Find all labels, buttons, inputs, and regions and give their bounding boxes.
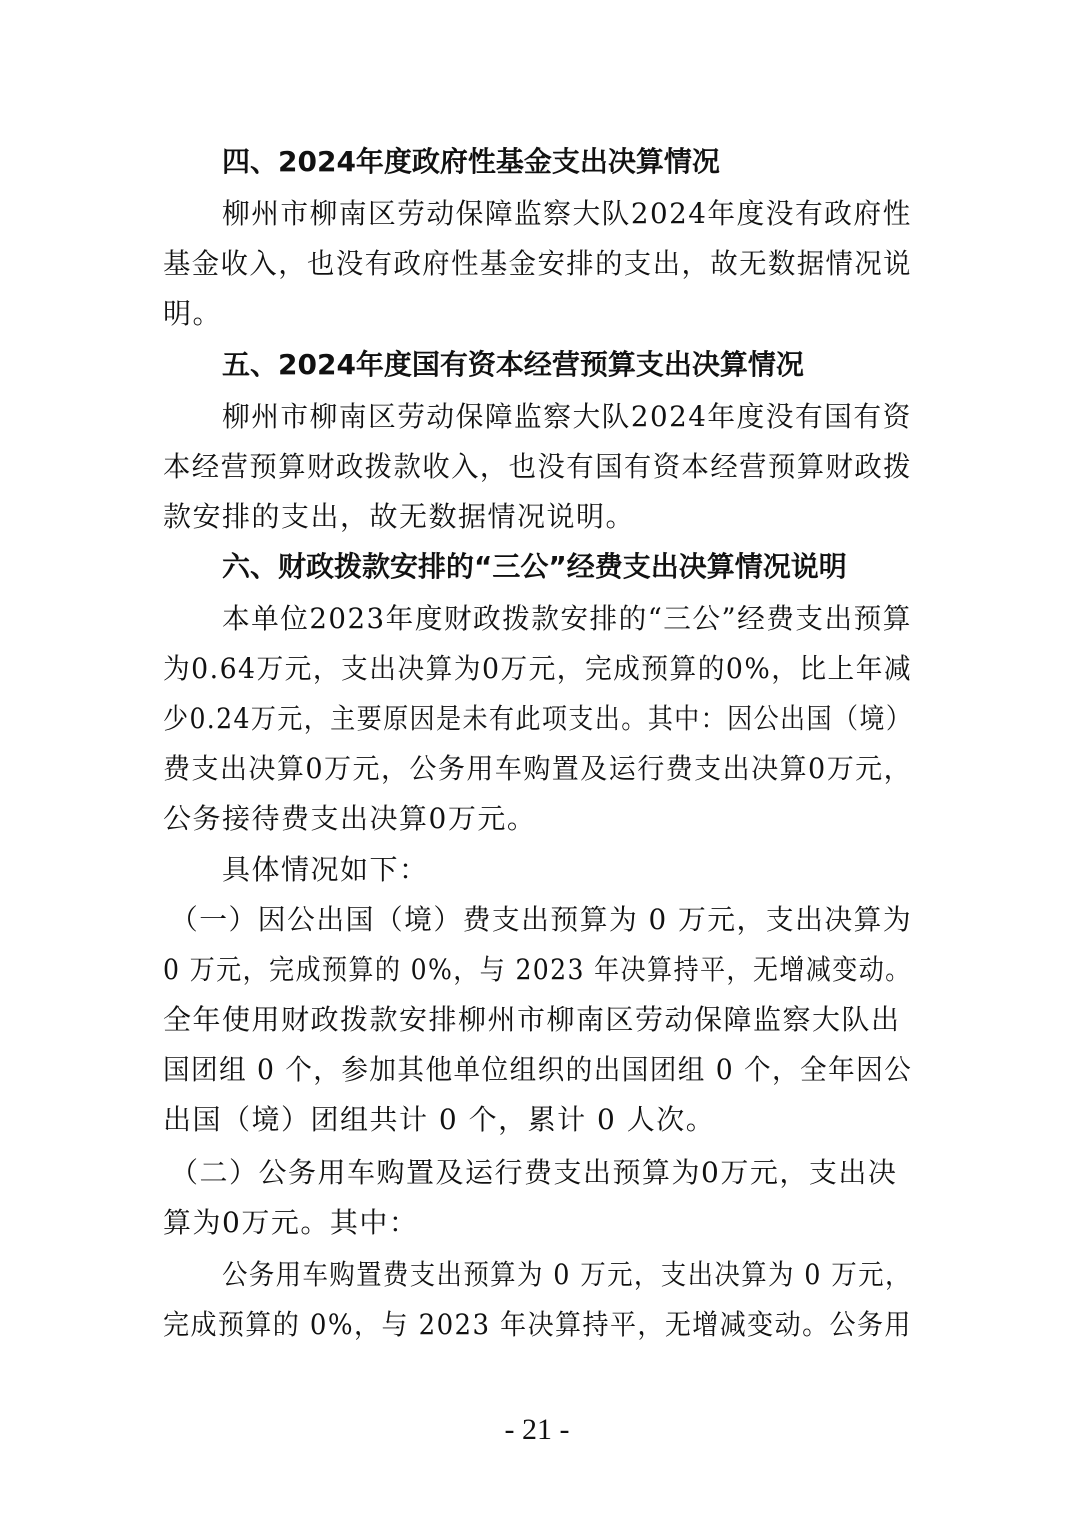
section-6-intro-line: 具体情况如下： (222, 853, 429, 886)
subsection-1-paragraph-line: 0 万元，完成预算的 0%，与 2023 年决算持平，无增减变动。 (163, 953, 912, 986)
section-4-paragraph-line: 明。 (163, 297, 223, 330)
vehicle-purchase-paragraph-line: 公务用车购置费支出预算为 0 万元，支出决算为 0 万元， (222, 1258, 912, 1291)
subsection-1-paragraph-line: 出国（境）团组共计 0 个，累计 0 人次。 (163, 1103, 716, 1136)
section-5-heading: 五、2024年度国有资本经营预算支出决算情况 (222, 348, 804, 381)
vehicle-purchase-paragraph-line: 完成预算的 0%，与 2023 年决算持平，无增减变动。公务用 (163, 1308, 912, 1341)
section-6-paragraph-line: 少0.24万元，主要原因是未有此项支出。其中：因公出国（境） (163, 702, 913, 735)
section-6-paragraph-line: 费支出决算0万元，公务用车购置及运行费支出决算0万元， (163, 752, 913, 785)
section-6-heading: 六、财政拨款安排的“三公”经费支出决算情况说明 (222, 550, 847, 583)
section-6-paragraph-line: 本单位2023年度财政拨款安排的“三公”经费支出预算 (222, 602, 912, 635)
section-4-heading: 四、2024年度政府性基金支出决算情况 (222, 145, 720, 178)
section-4-paragraph-line: 基金收入，也没有政府性基金安排的支出，故无数据情况说 (163, 247, 912, 280)
section-5-paragraph-line: 款安排的支出，故无数据情况说明。 (163, 500, 636, 533)
subsection-1-paragraph-line: （一）因公出国（境）费支出预算为 0 万元，支出决算为 (170, 903, 913, 936)
section-5-paragraph-line: 柳州市柳南区劳动保障监察大队2024年度没有国有资 (222, 400, 912, 433)
section-6-paragraph-line: 为0.64万元，支出决算为0万元，完成预算的0%，比上年减 (163, 652, 913, 685)
section-4-paragraph-line: 柳州市柳南区劳动保障监察大队2024年度没有政府性 (222, 197, 912, 230)
subsection-2-paragraph-line: （二）公务用车购置及运行费支出预算为0万元，支出决 (170, 1156, 898, 1189)
subsection-1-paragraph-line: 全年使用财政拨款安排柳州市柳南区劳动保障监察大队出 (163, 1003, 901, 1036)
page-number: - 21 - (504, 1413, 570, 1446)
subsection-1-paragraph-line: 国团组 0 个，参加其他单位组织的出国团组 0 个，全年因公 (163, 1053, 913, 1086)
section-5-paragraph-line: 本经营预算财政拨款收入，也没有国有资本经营预算财政拨 (163, 450, 912, 483)
section-6-paragraph-line: 公务接待费支出决算0万元。 (163, 802, 537, 835)
subsection-2-paragraph-line: 算为0万元。其中： (163, 1206, 419, 1239)
